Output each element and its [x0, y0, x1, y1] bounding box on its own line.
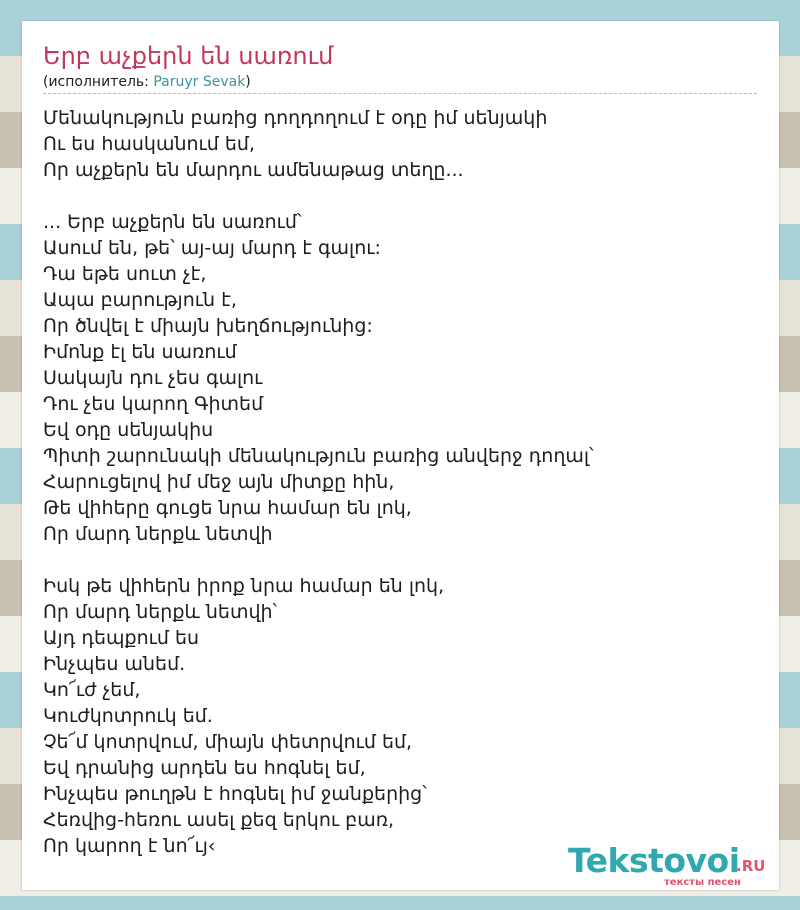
lyric-line: Ու ես հասկանում եմ, [43, 133, 256, 155]
lyric-line: Եվ օդը սենյակիս [43, 419, 214, 441]
lyric-line: Թե վիհերը գուցե նրա համար են լոկ, [43, 497, 412, 519]
lyrics-card [22, 21, 779, 890]
lyric-line: ... Երբ աչքերն են սառում՝ [43, 211, 302, 233]
lyric-line: Եվ դրանից արդեն ես հոգնել եմ, [43, 757, 366, 779]
logo-name: Tekstovoi [568, 841, 740, 880]
lyric-line: Ասում են, թե՝ այ-այ մարդ է գալու: [43, 237, 381, 259]
lyric-line: Կո՜ւժ չեմ, [43, 679, 141, 701]
performer-suffix: ) [245, 74, 251, 90]
lyric-line: Իմոնք էլ են սառում [43, 341, 237, 363]
logo-tld: .RU [736, 857, 766, 875]
lyric-line: Ինչպես անեմ. [43, 653, 186, 675]
lyric-line: Իսկ թե վիհերն իրոք նրա համար են լոկ, [43, 575, 445, 597]
lyric-line: Որ կարող է նո՜ւյ‹ [43, 835, 216, 857]
lyric-line: Պիտի շարունակի մենակություն բառից անվերջ դողալ՝ [43, 445, 594, 467]
song-title: Երբ աչքերն են սառում [43, 42, 334, 70]
lyric-line: Չե՜մ կոտրվում, միայն փետրվում եմ, [43, 731, 413, 753]
performer-prefix: (исполнитель: [43, 74, 154, 90]
lyrics-body [43, 105, 763, 859]
lyric-line: Հեռվից-հեռու ասել քեզ երկու բառ, [43, 809, 395, 831]
tekstovoi-logo[interactable] [568, 841, 778, 891]
lyric-line: Մենակություն բառից դողդողում է օդը իմ սենյակի [43, 107, 548, 129]
lyric-line [43, 547, 763, 573]
performer-link[interactable]: Paruyr Sevak [153, 74, 246, 90]
lyric-line [43, 183, 763, 209]
lyric-line: Կուժկոտրուկ եմ. [43, 705, 213, 727]
logo-tagline: тексты песен [664, 877, 741, 888]
performer-line [43, 73, 757, 94]
lyric-line: Դա եթե սուտ չէ, [43, 263, 207, 285]
lyric-line: Ինչպես թուղթն է հոգնել իմ ջանքերից՝ [43, 783, 427, 805]
lyric-line: Ապա բարություն է, [43, 289, 237, 311]
lyric-line: Որ աչքերն են մարդու ամենաթաց տեղը... [43, 159, 464, 181]
lyric-line: Որ մարդ ներքև նետվի [43, 523, 273, 545]
lyric-line: Այդ դեպքում ես [43, 627, 200, 649]
lyric-line: Հարուցելով իմ մեջ այն միտքը հին, [43, 471, 395, 493]
lyric-line: Որ մարդ ներքև նետվի՝ [43, 601, 278, 623]
lyric-line: Դու չես կարող Գիտեմ [43, 393, 264, 415]
lyric-line: Որ ծնվել է միայն խեղճությունից: [43, 315, 373, 337]
lyric-line: Սակայն դու չես գալու [43, 367, 263, 389]
